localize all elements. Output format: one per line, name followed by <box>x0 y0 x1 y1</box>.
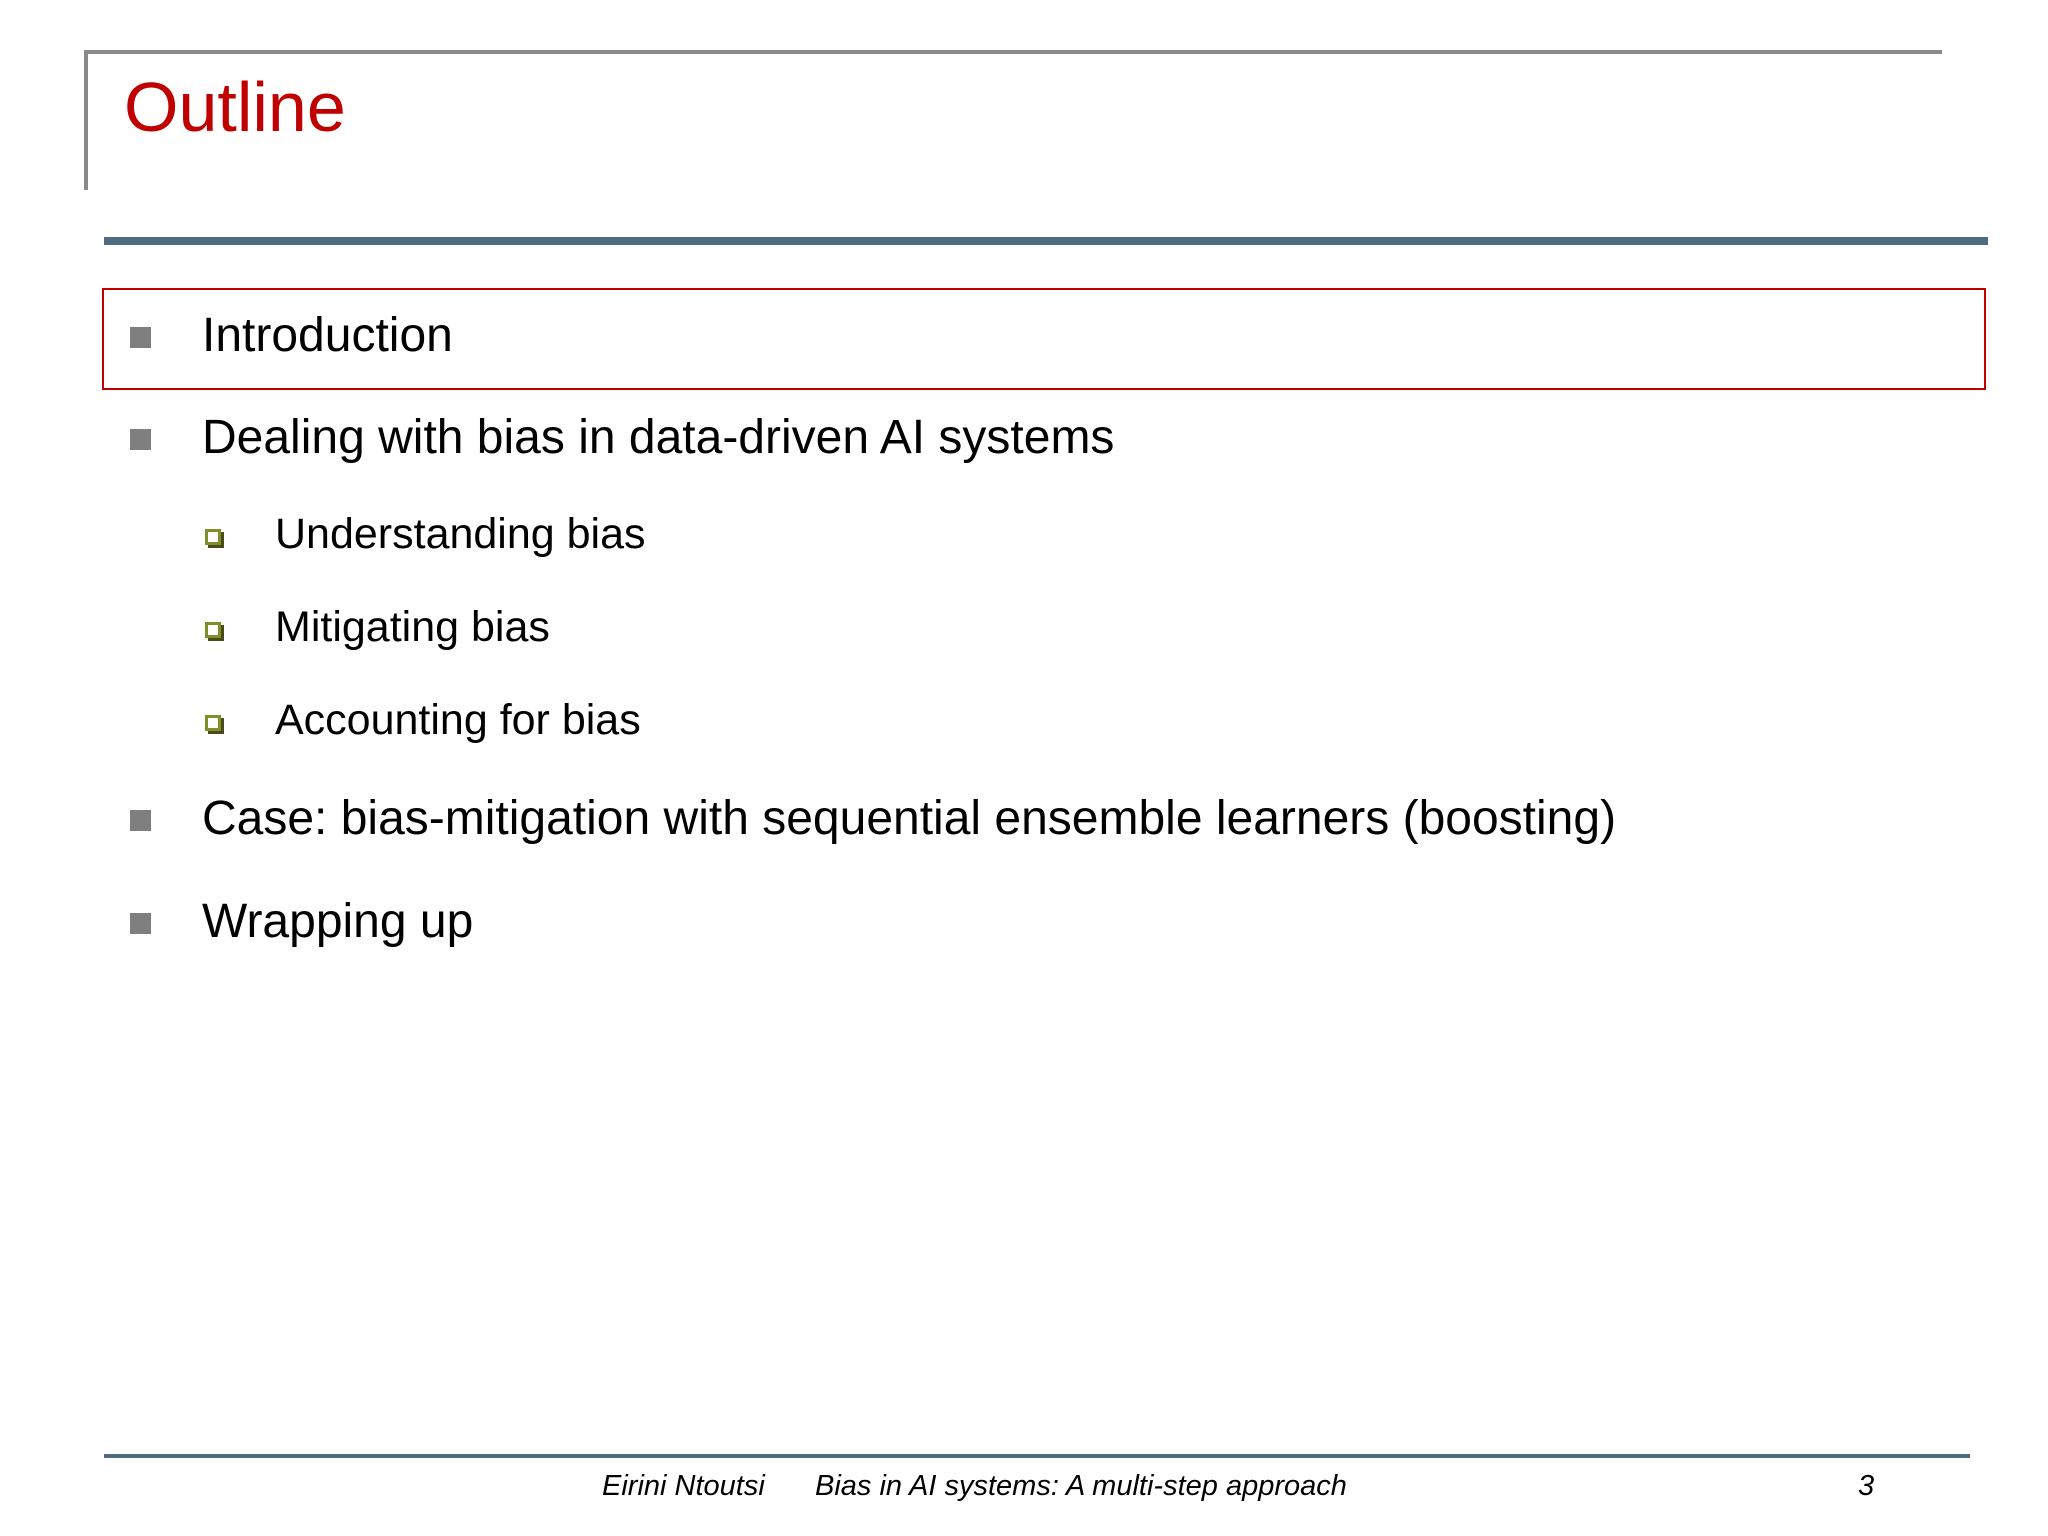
outline-item-label: Understanding bias <box>275 510 646 558</box>
outline-item-case-boosting <box>202 792 1617 845</box>
footer-author: Eirini Ntoutsi <box>602 1470 765 1502</box>
title-frame-top-line <box>84 50 1942 54</box>
outline-item-dealing-with-bias <box>202 411 1115 464</box>
outline-item-label: Wrapping up <box>202 895 474 948</box>
outline-subitem-accounting-for-bias <box>275 696 641 744</box>
hollow-square-bullet-icon <box>205 529 221 545</box>
square-bullet-icon <box>130 327 151 348</box>
title-frame-left-line <box>84 50 88 190</box>
outline-item-label: Introduction <box>202 309 453 362</box>
outline-item-label: Mitigating bias <box>275 603 550 651</box>
outline-item-label: Accounting for bias <box>275 696 641 744</box>
outline-item-label: Case: bias-mitigation with sequential ensemble learners (boosting) <box>202 792 1617 845</box>
hollow-square-bullet-icon <box>205 622 221 638</box>
outline-subitem-understanding-bias <box>275 510 646 558</box>
outline-subitem-mitigating-bias <box>275 603 550 651</box>
outline-item-label: Dealing with bias in data-driven AI systems <box>202 411 1115 464</box>
footer-talk-title: Bias in AI systems: A multi-step approach <box>815 1470 1347 1502</box>
title-divider <box>104 237 1988 245</box>
outline-item-wrapping-up <box>202 895 474 948</box>
outline-item-introduction <box>202 309 453 362</box>
square-bullet-icon <box>130 810 151 831</box>
slide-title: Outline <box>124 68 346 146</box>
slide-page-number: 3 <box>1858 1470 1875 1502</box>
square-bullet-icon <box>130 429 151 450</box>
footer-divider <box>104 1454 1970 1458</box>
hollow-square-bullet-icon <box>205 715 221 731</box>
square-bullet-icon <box>130 913 151 934</box>
